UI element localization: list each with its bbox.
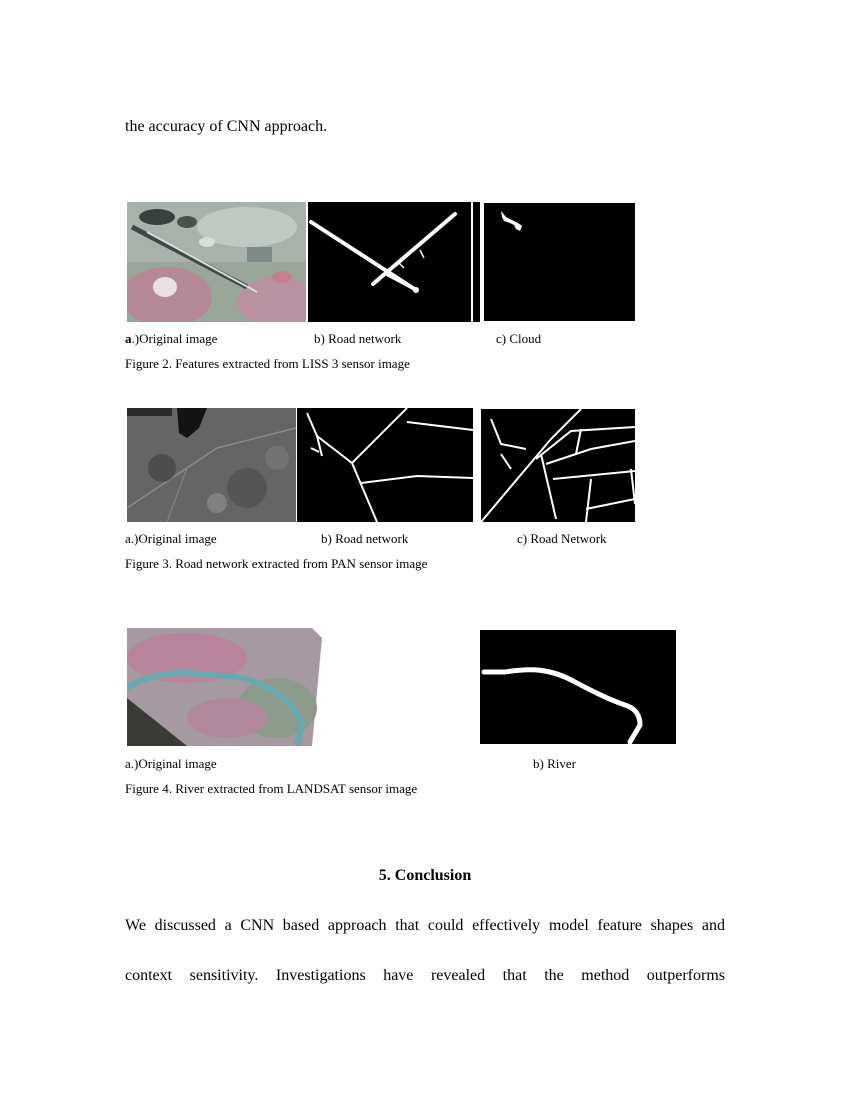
fig2-original-image [127, 202, 306, 322]
fig4-original-image [127, 628, 322, 746]
fig3-label-c: c) Road Network [517, 531, 607, 546]
fig3-label-b: b) Road network [321, 531, 409, 546]
fig4-river-image [480, 630, 676, 744]
fig2-label-c: c) Cloud [496, 331, 542, 346]
fig2-label-a [125, 331, 217, 347]
fig2-label-a-bold: a [125, 331, 132, 346]
fig4-caption: Figure 4. River extracted from LANDSAT sensor image [125, 781, 418, 796]
fig2-cloud-image [484, 203, 635, 321]
fig3-road-network-image [297, 408, 473, 522]
fig2-divider-bar [473, 202, 480, 322]
section-heading-conclusion: 5. Conclusion [378, 867, 472, 884]
fig3-caption: Figure 3. Road network extracted from PAN sensor image [125, 556, 428, 571]
fig3-original-image [127, 408, 296, 522]
fig3-road-network-image-2 [481, 409, 635, 522]
fig4-label-b: b) River [533, 756, 576, 771]
conclusion-line-2: context sensitivity. Investigations have revealed that the method outperforms [125, 967, 725, 984]
fig2-caption: Figure 2. Features extracted from LISS 3 sensor image [125, 356, 410, 371]
fig4-label-a: a.)Original image [125, 756, 217, 771]
fig2-label-b: b) Road network [314, 331, 402, 346]
conclusion-line-1: We discussed a CNN based approach that could effectively model feature shapes and [125, 917, 725, 934]
fig3-label-a: a.)Original image [125, 531, 217, 546]
intro-text: the accuracy of CNN approach. [125, 118, 328, 135]
fig2-road-network-image [308, 202, 471, 322]
fig2-label-a-rest: .)Original image [131, 331, 218, 346]
